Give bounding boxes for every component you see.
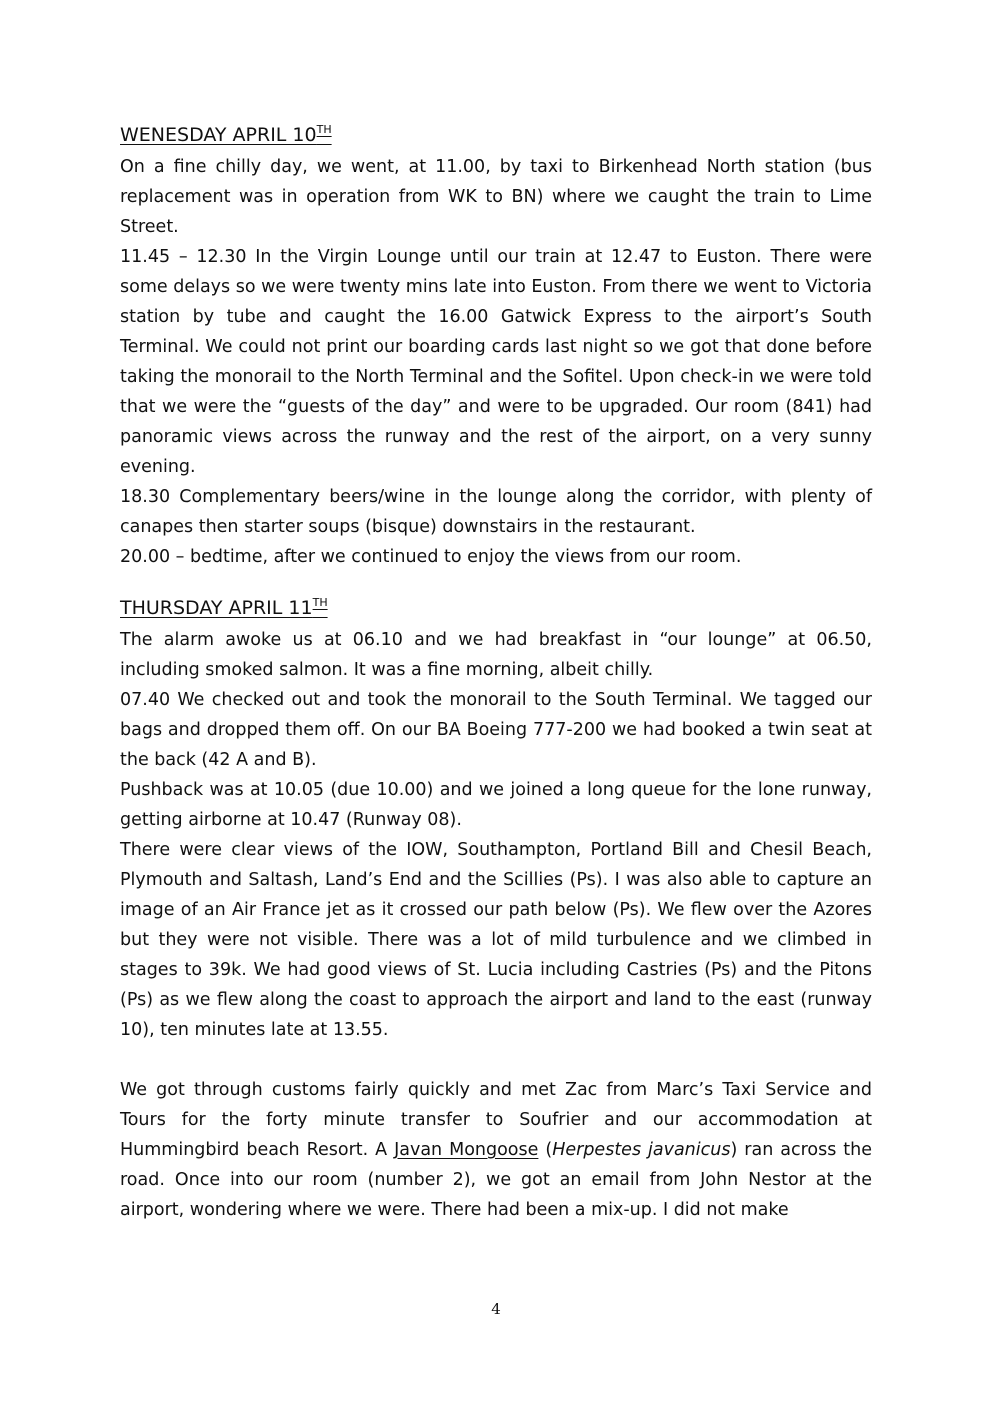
paragraph: Pushback was at 10.05 (due 10.00) and we joined a long queue for the lone runway, getting airborne at 10.47 (Runway 08). (120, 780, 872, 830)
spacer (120, 1045, 872, 1075)
species-latin-name: Herpestes javanicus (552, 1140, 731, 1160)
section-heading-wednesday: WENESDAY APRIL 10TH (120, 123, 332, 146)
paragraph: 20.00 – bedtime, after we continued to enjoy the views from our room. (120, 547, 742, 567)
paragraph: 07.40 We checked out and took the monorail to the South Terminal. We tagged our bags and dropped them off. On our BA Boeing 777-200 we had booked a twin seat at the back (42 A and B). (120, 690, 872, 770)
paragraph: On a fine chilly day, we went, at 11.00, by taxi to Birkenhead North station (bus replacement was in operation from WK to BN) where we caught the train to Lime Street. (120, 157, 872, 237)
page-number: 4 (491, 1300, 501, 1318)
heading-superscript: TH (312, 596, 328, 609)
species-link[interactable]: Javan Mongoose (394, 1140, 539, 1160)
paragraph-arrival: We got through customs fairly quickly and met Zac from Marc’s Taxi Service and Tours for the forty minute transfer to Soufrier and our accommodation at Hummingbird beach Resort. A Javan Mongoose (Herpestes javanicus) ran across the road. Once into our room (number 2), we got an email from John Nestor at the airport, wondering where we were. There had been a mix-up. I did not make (120, 1080, 873, 1220)
section-heading-thursday: THURSDAY APRIL 11TH (120, 596, 328, 619)
paragraph: 18.30 Complementary beers/wine in the lounge along the corridor, with plenty of canapes then starter soups (bisque) downstairs in the restaurant. (120, 487, 872, 537)
paragraph: The alarm awoke us at 06.10 and we had breakfast in “our lounge” at 06.50, including smoked salmon. It was a fine morning, albeit chilly. (120, 630, 872, 680)
heading-superscript: TH (316, 123, 332, 136)
paragraph: There were clear views of the IOW, Southampton, Portland Bill and Chesil Beach, Plymouth and Saltash, Land’s End and the Scillies (Ps). I was also able to capture an image of an Air France jet as it crossed our path below (Ps). We flew over the Azores but they were not visible. There was a lot of mild turbulence and we climbed in stages to 39k. We had good views of St. Lucia including Castries (Ps) and the Pitons (Ps) as we flew along the coast to approach the airport and land to the east (runway 10), ten minutes late at 13.55. (120, 840, 872, 1040)
spacer (120, 572, 872, 591)
paragraph: 11.45 – 12.30 In the Virgin Lounge until our train at 12.47 to Euston. There were some delays so we were twenty mins late into Euston. From there we went to Victoria station by tube and caught the 16.00 Gatwick Express to the airport’s South Terminal. We could not print our boarding cards last night so we got that done before taking the monorail to the North Terminal and the Sofitel. Upon check-in we were told that we were the “guests of the day” and were to be upgraded. Our room (841) had panoramic views across the runway and the rest of the airport, on a very sunny evening. (120, 247, 872, 477)
page-content (120, 118, 872, 1225)
